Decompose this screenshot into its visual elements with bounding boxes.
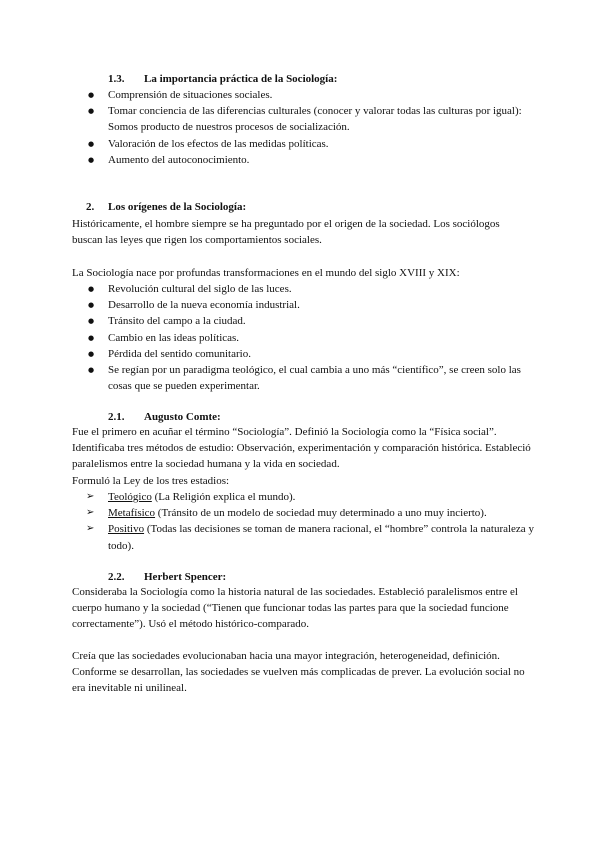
transformations-intro: La Sociología nace por profundas transformaciones en el mundo del siglo XVIII y XIX: <box>72 267 460 279</box>
transformations-list <box>72 281 532 394</box>
list-item: ● Comprensión de situaciones sociales. <box>72 87 532 103</box>
comte-paragraph: Fue el primero en acuñar el término “Sociología”. Definió la Sociología como la “Física social”. Identificaba tres métodos de estudio: Observación, experimentación y comparación histórica. Estableció paralelismos entre la sociedad humana y la vida en sociedad. <box>72 426 531 471</box>
list-item: ● Valoración de los efectos de las medidas políticas. <box>72 136 532 152</box>
arrow-bullet-icon: ➢ <box>86 491 95 502</box>
list-item: ● Desarrollo de la nueva economía industrial. <box>72 297 532 313</box>
list-item: ● Pérdida del sentido comunitario. <box>72 346 532 362</box>
list-item: ● Revolución cultural del siglo de las luces. <box>72 281 532 297</box>
three-stages-list <box>72 489 534 554</box>
section-2-1-heading <box>108 409 221 425</box>
section-number: 1.3. <box>108 73 125 85</box>
stage-description: (Todas las decisiones se toman de manera racional, el “hombre” controla la naturaleza y todo). <box>108 523 534 552</box>
stage-term: Metafísico <box>108 507 156 520</box>
list-item: ● Tomar conciencia de las diferencias culturales (conocer y valorar todas las culturas por igual): Somos producto de nuestros procesos de socialización. <box>72 103 532 135</box>
section-1-3-heading <box>108 71 337 87</box>
arrow-bullet-icon: ➢ <box>86 507 95 519</box>
section-number: 2.1. <box>108 411 125 423</box>
list-item: ● Aumento del autoconocimiento. <box>72 152 532 168</box>
stage-item <box>72 505 534 521</box>
section-number: 2.2. <box>108 571 125 583</box>
stage-description: (Tránsito de un modelo de sociedad muy determinado a uno muy incierto). <box>155 507 487 520</box>
stage-item <box>72 489 534 505</box>
section-number: 2. <box>86 201 95 213</box>
list-item: ● Cambio en las ideas políticas. <box>72 330 532 346</box>
stage-item <box>72 521 534 553</box>
section-title: Los orígenes de la Sociología: <box>108 201 247 213</box>
origins-paragraph: Históricamente, el hombre siempre se ha preguntado por el origen de la sociedad. Los sociólogos buscan las leyes que rigen los comportamientos sociales. <box>72 218 500 247</box>
evolution-paragraph: Creía que las sociedades evolucionaban hacia una mayor integración, heterogeneidad, definición. Conforme se desarrollan, las sociedades se vuelven más complicadas de prever. La evolución social no era inevitable ni unilineal. <box>72 650 525 695</box>
stage-term: Positivo <box>108 523 145 536</box>
stage-term: Teológico <box>108 491 152 503</box>
section-title: La importancia práctica de la Sociología: <box>144 73 338 85</box>
spencer-paragraph: Consideraba la Sociología como la historia natural de las sociedades. Estableció paralelismos entre el cuerpo humano y la sociedad (“Tienen que funcionar todas las partes para que la sociedad funcione correctamente”). Usó el método histórico-comparado. <box>72 586 518 631</box>
section-2-heading <box>86 199 246 215</box>
list-item: ● Tránsito del campo a la ciudad. <box>72 313 532 329</box>
three-stages-intro: Formuló la Ley de los tres estadios: <box>72 475 230 487</box>
arrow-bullet-icon: ➢ <box>86 523 95 535</box>
importance-list <box>72 87 532 168</box>
section-2-2-heading <box>108 569 226 585</box>
stage-description: (La Religión explica el mundo). <box>151 491 296 503</box>
section-title: Herbert Spencer: <box>144 571 227 583</box>
list-item: ● Se regían por un paradigma teológico, el cual cambia a uno más “científico”, se creen solo las cosas que se pueden experimentar. <box>72 362 532 394</box>
section-title: Augusto Comte: <box>144 411 221 423</box>
